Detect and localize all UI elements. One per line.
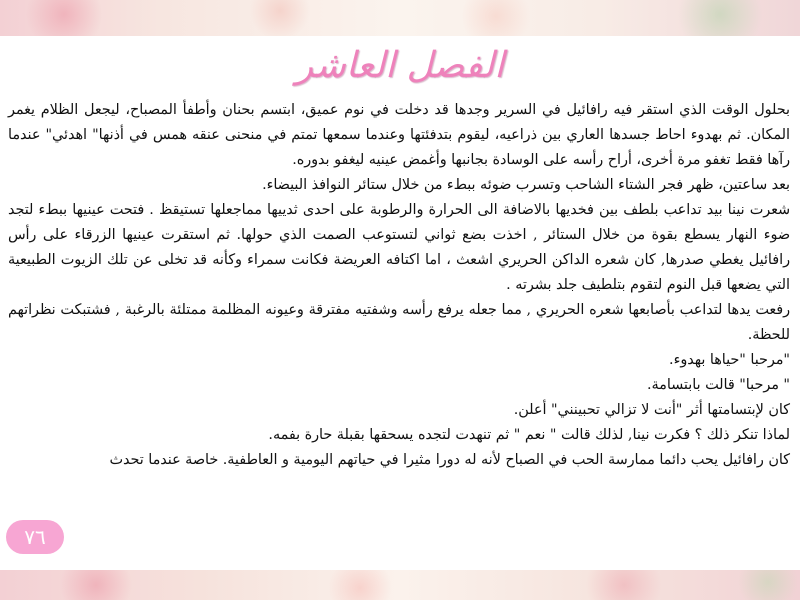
paragraph: شعرت نينا بيد تداعب بلطف بين فخديها بالاضافة الى الحرارة والرطوبة على احدى ثدييها مماجعلها تستيقظ . فتحت عينيها ببطء لتجد ضوء النهار يسطع بقوة من خلال الستائر , اخذت بضع ثواني لتستوعب الصمت الذي حولها. ثم استقرت عينيها الزرقاء على رأس رافائيل يغطي صدرها, كان شعره الداكن الحريري اشعث ، اما اكتافه العريضة فكانت سمراء وكأنه قد تخلى عن تلك الزيوت الطبيعية التي يضعها قبل النوم لتقوم بتلطيف جلد بشرته .: [8, 202, 790, 293]
chapter-title: الفصل العاشر: [295, 45, 505, 86]
paragraph: رفعت يدها لتداعب بأصابعها شعره الحريري , مما جعله يرفع رأسه وشفتيه مفترقة وعيونه المظلمة ممتلئة بالرغبة , فشتبكت نظراتهم للحظة.: [8, 302, 790, 343]
paragraph: بعد ساعتين، ظهر فجر الشتاء الشاحب وتسرب ضوئه ببطء من خلال ستائر النوافذ البيضاء.: [262, 177, 790, 193]
bottom-floral-border: [0, 570, 800, 600]
page-number-badge: ٧٦: [6, 520, 64, 554]
top-floral-border: [0, 0, 800, 36]
paragraph: كان لإبتسامتها أثر "أنت لا تزالي تحبينني" أعلن.: [513, 402, 790, 418]
paragraph: " مرحبا" قالت بابتسامة.: [646, 377, 790, 393]
paragraph: لماذا تنكر ذلك ؟ فكرت نينا, لذلك قالت " نعم " ثم تنهدت لتجده يسحقها بقبلة حارة بفمه.: [268, 427, 790, 443]
book-page: [0, 36, 800, 570]
paragraph: بحلول الوقت الذي استقر فيه رافائيل في السرير وجدها قد دخلت في نوم عميق، ابتسم بحنان وأطفأ المصباح، ليجعل الظلام يغمر المكان. ثم بهدوء احاط جسدها العاري بين ذراعيه، ليقوم بتدفئتها وعندما سمعها تمتم في منحنى عنقه همس في أذنها" اهدئي" عندما رآها فقط تغفو مرة أخرى، أراح رأسه على الوسادة بجانبها وأغمض عينيه ليغفو بدوره.: [8, 102, 790, 168]
chapter-body: [8, 98, 790, 473]
paragraph: كان رافائيل يحب دائما ممارسة الحب في الصباح لأنه له دورا مثيرا في حياتهم اليومية و العاطفية. خاصة عندما تحدث: [109, 452, 790, 468]
paragraph: "مرحبا "حياها بهدوء.: [669, 352, 790, 368]
